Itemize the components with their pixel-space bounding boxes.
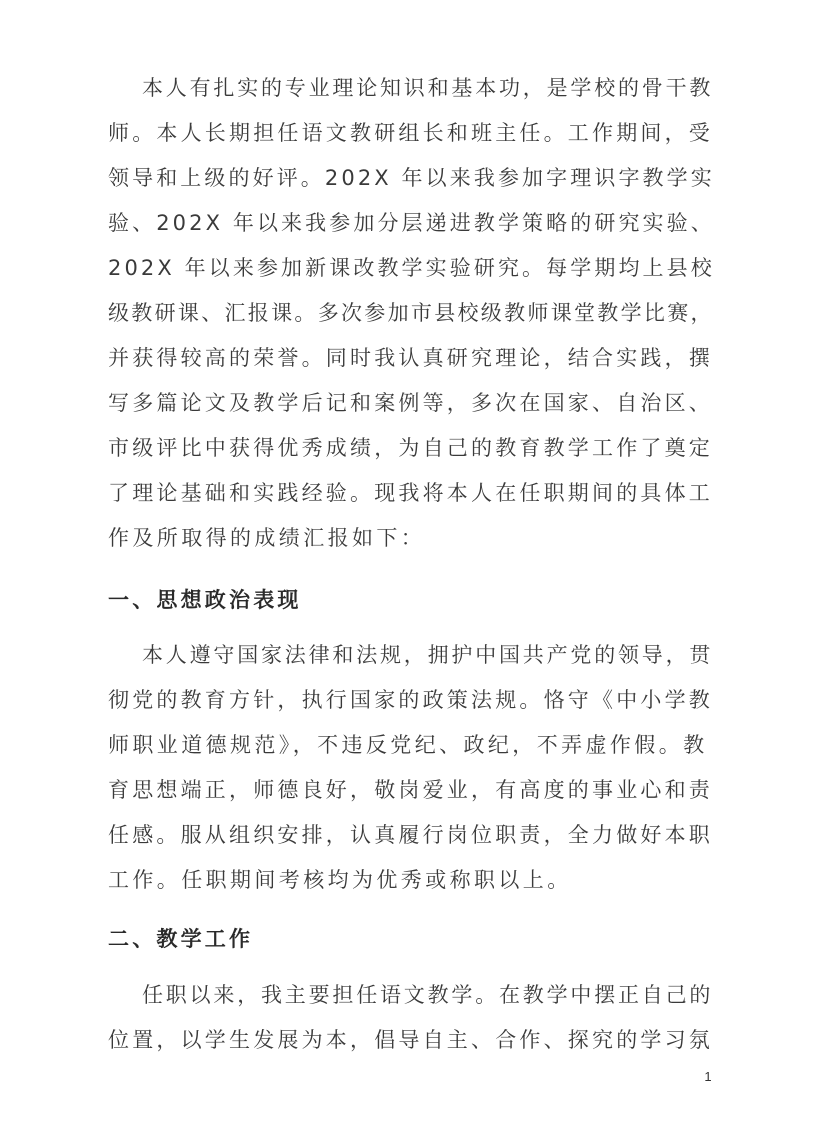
section2-line-2: 位置，以学生发展为本，倡导自主、合作、探究的学习氛 [108,1028,713,1052]
intro-line-3: 领导和上级的好评。202X 年以来我参加字理识字教学实 [108,166,715,190]
section-heading-teaching: 二、教学工作 [108,927,254,951]
intro-line-11: 作及所取得的成绩汇报如下： [108,526,426,550]
section1-line-1: 本人遵守国家法律和法规，拥护中国共产党的领导，贯 [142,643,714,667]
section1-line-3: 师职业道德规范》，不违反党纪、政纪，不弄虚作假。教 [108,733,708,757]
intro-line-4: 验、202X 年以来我参加分层递进教学策略的研究实验、 [108,211,715,235]
section1-line-5: 任感。服从组织安排，认真履行岗位职责，全力做好本职 [108,823,713,847]
intro-line-9: 市级评比中获得优秀成绩，为自己的教育教学工作了奠定 [108,436,713,460]
intro-line-7: 并获得较高的荣誉。同时我认真研究理论，结合实践，撰 [108,346,713,370]
section1-line-6: 工作。任职期间考核均为优秀或称职以上。 [108,868,572,892]
intro-line-2: 师。本人长期担任语文教研组长和班主任。工作期间，受 [108,121,713,145]
section2-line-1: 任职以来，我主要担任语文教学。在教学中摆正自己的 [142,983,714,1007]
intro-line-5: 202X 年以来参加新课改教学实验研究。每学期均上县校 [108,256,715,280]
intro-line-1: 本人有扎实的专业理论知识和基本功，是学校的骨干教 [142,76,714,100]
section1-line-2: 彻党的教育方针，执行国家的政策法规。恪守《中小学教 [108,688,713,712]
intro-line-8: 写多篇论文及教学后记和案例等，多次在国家、自治区、 [108,391,713,415]
intro-line-10: 了理论基础和实践经验。现我将本人在任职期间的具体工 [108,481,713,505]
page-number: 1 [704,1069,712,1084]
section-heading-politics: 一、思想政治表现 [108,588,302,612]
intro-line-6: 级教研课、汇报课。多次参加市县校级教师课堂教学比赛， [108,301,714,325]
section1-line-4: 育思想端正，师德良好，敬岗爱业，有高度的事业心和责 [108,778,713,802]
